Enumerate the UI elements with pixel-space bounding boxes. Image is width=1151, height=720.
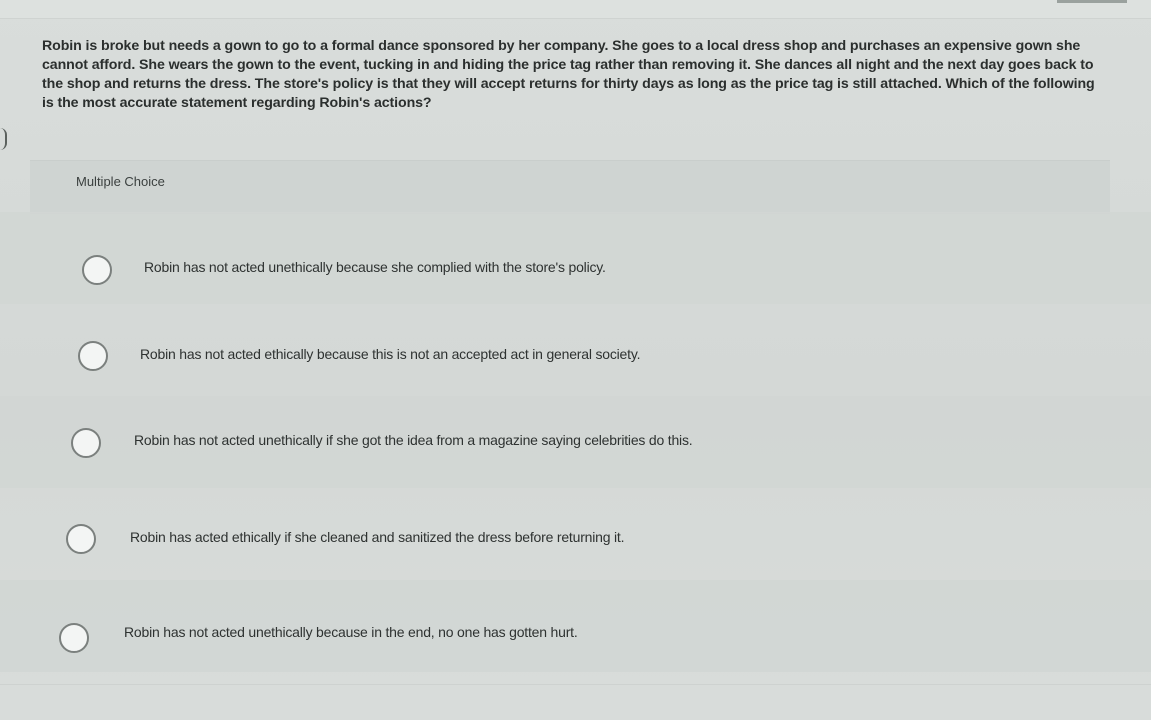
answer-options: [0, 212, 1151, 719]
answer-option-4-text: Robin has acted ethically if she cleaned and sanitized the dress before returning it.: [130, 529, 625, 545]
answer-option-5[interactable]: [0, 580, 1151, 672]
left-edge-bracket: [0, 128, 7, 150]
answer-option-1-text: Robin has not acted unethically because she complied with the store's policy.: [144, 259, 606, 275]
radio-button-2[interactable]: [78, 341, 108, 371]
answer-option-3-text: Robin has not acted unethically if she got the idea from a magazine saying celebrities do this.: [134, 432, 693, 448]
radio-button-4[interactable]: [66, 524, 96, 554]
top-right-indicator: [1057, 0, 1127, 3]
multiple-choice-header: [30, 160, 1110, 214]
radio-button-1[interactable]: [82, 255, 112, 285]
bottom-area: [0, 684, 1151, 720]
top-strip: [0, 0, 1151, 19]
question-text: Robin is broke but needs a gown to go to a formal dance sponsored by her company. She goes to a local dress shop and purchases an expensive gown she cannot afford. She wears the gown to the event, tucking in and hiding the price tag rather than removing it. She dances all night and the next day goes back to the shop and returns the dress. The store's policy is that they will accept returns for thirty days as long as the price tag is still attached. Which of the following is the most accurate statement regarding Robin's actions?: [42, 38, 1095, 111]
answer-option-4[interactable]: [0, 488, 1151, 580]
answer-option-2-text: Robin has not acted ethically because this is not an accepted act in general society.: [140, 346, 641, 362]
radio-button-5[interactable]: [59, 623, 89, 653]
answer-option-1[interactable]: [0, 212, 1151, 304]
answer-option-2[interactable]: [0, 304, 1151, 396]
multiple-choice-label: Multiple Choice: [76, 174, 165, 189]
radio-button-3[interactable]: [71, 428, 101, 458]
answer-option-3[interactable]: [0, 396, 1151, 488]
answer-option-5-text: Robin has not acted unethically because in the end, no one has gotten hurt.: [124, 624, 578, 640]
